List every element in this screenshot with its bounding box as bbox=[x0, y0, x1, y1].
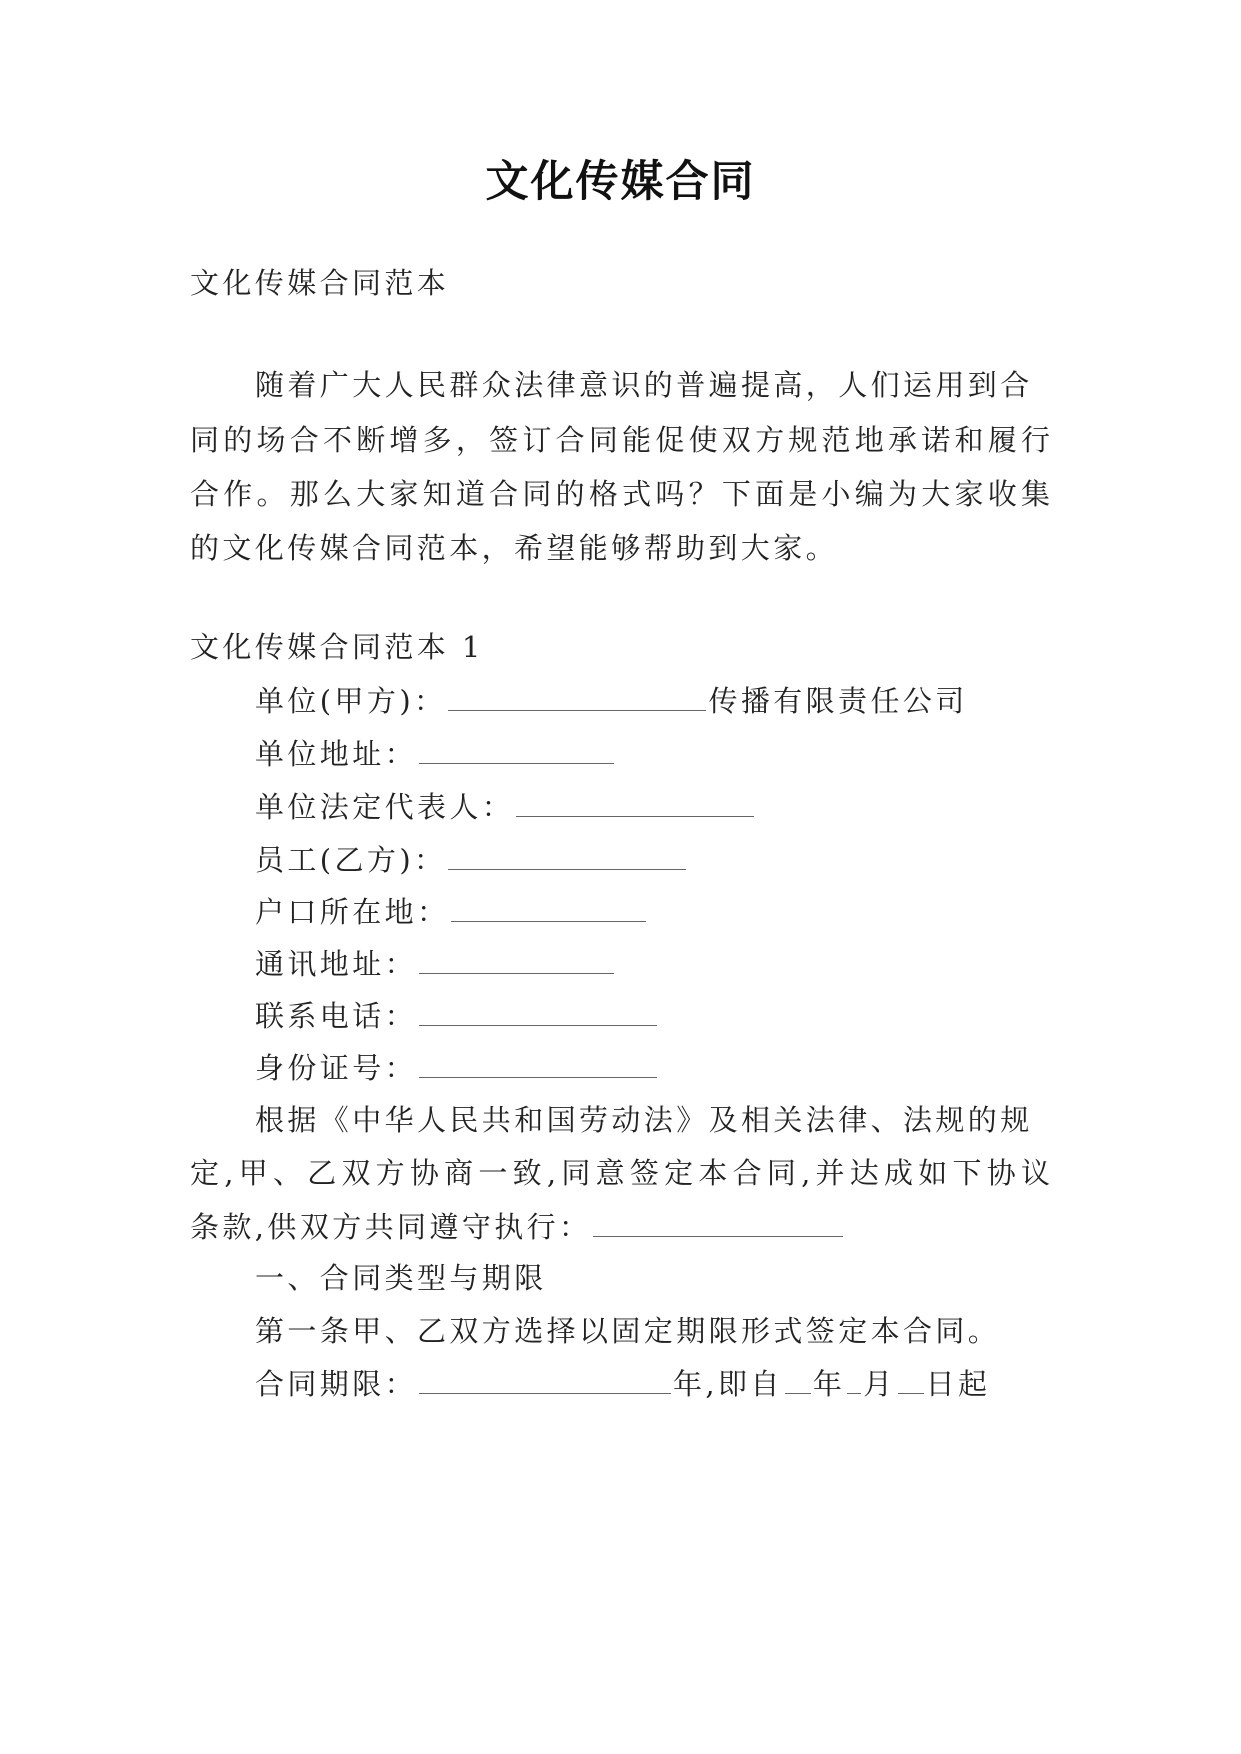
phone-row bbox=[255, 995, 659, 1036]
party-a-blank bbox=[448, 680, 706, 711]
mail-address-blank bbox=[419, 943, 614, 974]
unit-address-blank bbox=[419, 733, 614, 764]
phone-blank bbox=[419, 995, 657, 1026]
legal-rep-row bbox=[255, 786, 756, 827]
term-day-start: 日起 bbox=[925, 1367, 991, 1401]
section-heading: 文化传媒合同范本 1 bbox=[190, 630, 484, 664]
mail-address-row bbox=[255, 943, 616, 984]
legal-rep-blank bbox=[516, 786, 754, 817]
term-month: 月 bbox=[863, 1367, 896, 1401]
basis-line-3-row bbox=[190, 1206, 845, 1247]
legal-rep-label: 单位法定代表人： bbox=[255, 790, 515, 824]
term-year: 年 bbox=[812, 1367, 846, 1401]
start-month-blank bbox=[847, 1363, 861, 1394]
term-year-suffix: 年,即自 bbox=[673, 1367, 783, 1401]
household-blank bbox=[451, 891, 646, 922]
intro-line-4: 的文化传媒合同范本，希望能够帮助到大家。 bbox=[190, 531, 839, 565]
party-a-row bbox=[255, 680, 968, 721]
party-a-label: 单位(甲方)： bbox=[255, 684, 447, 718]
basis-blank bbox=[593, 1206, 843, 1237]
basis-line-3: 条款,供双方共同遵守执行： bbox=[190, 1210, 592, 1244]
party-b-label: 员工(乙方)： bbox=[255, 843, 447, 877]
basis-line-2: 定,甲、乙双方协商一致,同意签定本合同,并达成如下协议 bbox=[190, 1156, 1050, 1190]
id-number-label: 身份证号： bbox=[255, 1051, 418, 1085]
household-row bbox=[255, 891, 648, 932]
mail-address-label: 通讯地址： bbox=[255, 947, 418, 981]
start-year-blank bbox=[785, 1363, 811, 1394]
intro-line-3: 合作。那么大家知道合同的格式吗？下面是小编为大家收集 bbox=[190, 477, 1050, 511]
term-row bbox=[255, 1363, 990, 1404]
id-number-row bbox=[255, 1047, 659, 1088]
unit-address-label: 单位地址： bbox=[255, 737, 418, 771]
article-one: 第一条甲、乙双方选择以固定期限形式签定本合同。 bbox=[255, 1314, 1001, 1348]
party-b-row bbox=[255, 839, 688, 880]
phone-label: 联系电话： bbox=[255, 999, 418, 1033]
chapter-one-heading: 一、合同类型与期限 bbox=[255, 1261, 547, 1295]
term-label: 合同期限： bbox=[255, 1367, 418, 1401]
id-number-blank bbox=[419, 1047, 657, 1078]
start-day-blank bbox=[898, 1363, 924, 1394]
document-subtitle: 文化传媒合同范本 bbox=[190, 266, 450, 300]
document-title: 文化传媒合同 bbox=[485, 157, 756, 207]
household-label: 户口所在地： bbox=[255, 895, 450, 929]
unit-address-row bbox=[255, 733, 616, 774]
term-years-blank bbox=[419, 1363, 671, 1394]
basis-line-1: 根据《中华人民共和国劳动法》及相关法律、法规的规 bbox=[255, 1103, 1033, 1137]
party-b-blank bbox=[448, 839, 686, 870]
intro-line-1: 随着广大人民群众法律意识的普遍提高，人们运用到合 bbox=[255, 368, 1033, 402]
party-a-suffix: 传播有限责任公司 bbox=[708, 684, 968, 718]
intro-line-2: 同的场合不断增多，签订合同能促使双方规范地承诺和履行 bbox=[190, 423, 1050, 457]
